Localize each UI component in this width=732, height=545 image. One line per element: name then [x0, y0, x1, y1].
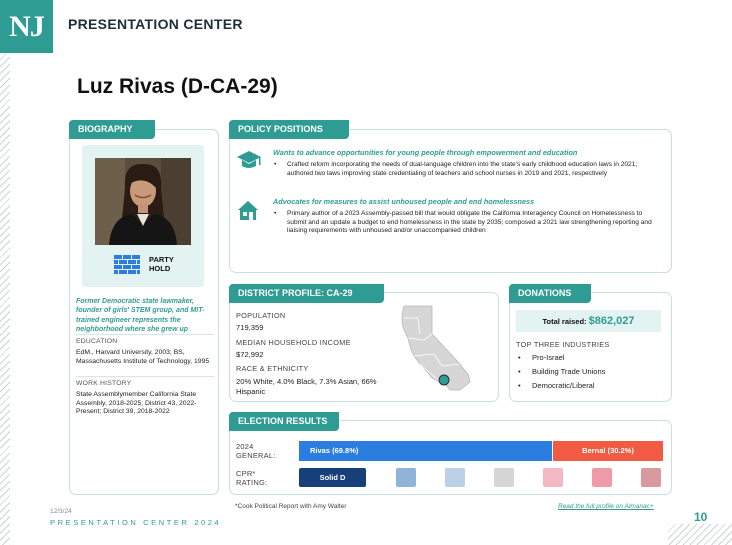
graduation-cap-icon — [236, 150, 262, 175]
footer-brand: PRESENTATION CENTER 2024 — [50, 518, 222, 527]
policy-heading: Wants to advance opportunities for young people through empowerment and education — [273, 148, 578, 157]
industries-label: TOP THREE INDUSTRIES — [516, 340, 610, 349]
industry-item: • Democratic/Liberal — [518, 381, 595, 390]
rating-lean-d — [445, 468, 465, 487]
footnote: *Cook Political Report with Amy Walter — [235, 503, 347, 510]
population-label: POPULATION — [236, 311, 286, 320]
election-tab: ELECTION RESULTS — [229, 412, 339, 431]
income-value: $72,992 — [236, 350, 264, 359]
rating-solid-d: Solid D — [299, 468, 366, 487]
education-text: EdM., Harvard University, 2003; BS, Massachusetts Institute of Technology, 1995 — [76, 349, 210, 365]
page-number: 10 — [694, 510, 708, 524]
work-history-text: State Assemblymember California State Assembly, 2018-2025; District 43, 2022-Present; District 39, 2018-2022 — [76, 391, 197, 416]
portrait-photo — [95, 158, 191, 245]
policy-bullet: • Primary author of a 2023 Assembly-passed bill that would obligate the California Interagency Council on Homelessness to submit and an update a budget to end homelessness in the state by 2035; composed a 2021 law strengthening reporting and liaising requirements with unhoused and/or unaccompanied children — [273, 210, 661, 236]
bernal-result-bar: Bernal (30.2%) — [553, 441, 663, 461]
policy-tab: POLICY POSITIONS — [229, 120, 349, 139]
header-title: PRESENTATION CENTER — [68, 16, 243, 32]
total-raised-box — [516, 310, 661, 332]
page-title: Luz Rivas (D-CA-29) — [77, 75, 278, 98]
bio-summary: Former Democratic state lawmaker, founder of girls' STEM group, and MIT-trained engineer represents the neighborhood where she grew up — [76, 298, 205, 333]
rating-label: CPR* RATING: — [236, 469, 268, 487]
total-raised-label: Total raised: — [542, 317, 587, 326]
full-profile-link[interactable]: Read the full profile on Almanac+ — [558, 503, 654, 510]
race-value: 20% White, 4.0% Black, 7.3% Asian, 66% Hispanic — [236, 377, 377, 396]
party-label: PARTY HOLD — [149, 255, 174, 273]
income-label: MEDIAN HOUSEHOLD INCOME — [236, 338, 351, 347]
general-label: 2024 GENERAL: — [236, 442, 276, 460]
rating-lean-r — [543, 468, 563, 487]
education-label: EDUCATION — [76, 338, 118, 345]
california-district-map — [398, 304, 478, 401]
population-value: 719,359 — [236, 323, 264, 332]
industry-item: • Building Trade Unions — [518, 367, 605, 376]
donations-tab: DONATIONS — [509, 284, 591, 303]
party-hold-icon — [114, 255, 140, 280]
total-raised-value: $862,027 — [588, 315, 635, 327]
work-history-label: WORK HISTORY — [76, 380, 132, 387]
rating-toss-up — [494, 468, 514, 487]
nj-logo: NJ — [0, 0, 53, 53]
rating-solid-r — [641, 468, 661, 487]
rating-likely-r — [592, 468, 612, 487]
bio-divider — [76, 334, 214, 335]
decorative-hatch-right — [668, 524, 732, 545]
district-tab: DISTRICT PROFILE: CA-29 — [229, 284, 384, 303]
bio-divider — [76, 376, 214, 377]
industry-item: • Pro-Israel — [518, 353, 565, 362]
policy-heading: Advocates for measures to assist unhoused people and end homelessness — [273, 197, 535, 206]
policy-bullet: • Crafted reform incorporating the needs of dual-language children into the state's early childhood education laws in 2021; authored two laws improving state credentialing of teachers and school nurses in 2019 and 2021, respectively — [273, 161, 661, 178]
rivas-result-bar: Rivas (69.8%) — [299, 441, 552, 461]
rating-likely-d — [396, 468, 416, 487]
decorative-hatch-left — [0, 52, 10, 545]
house-icon — [237, 200, 259, 226]
race-label: RACE & ETHNICITY — [236, 364, 309, 373]
footer-date: 12/3/24 — [50, 508, 72, 515]
biography-tab: BIOGRAPHY — [69, 120, 155, 139]
